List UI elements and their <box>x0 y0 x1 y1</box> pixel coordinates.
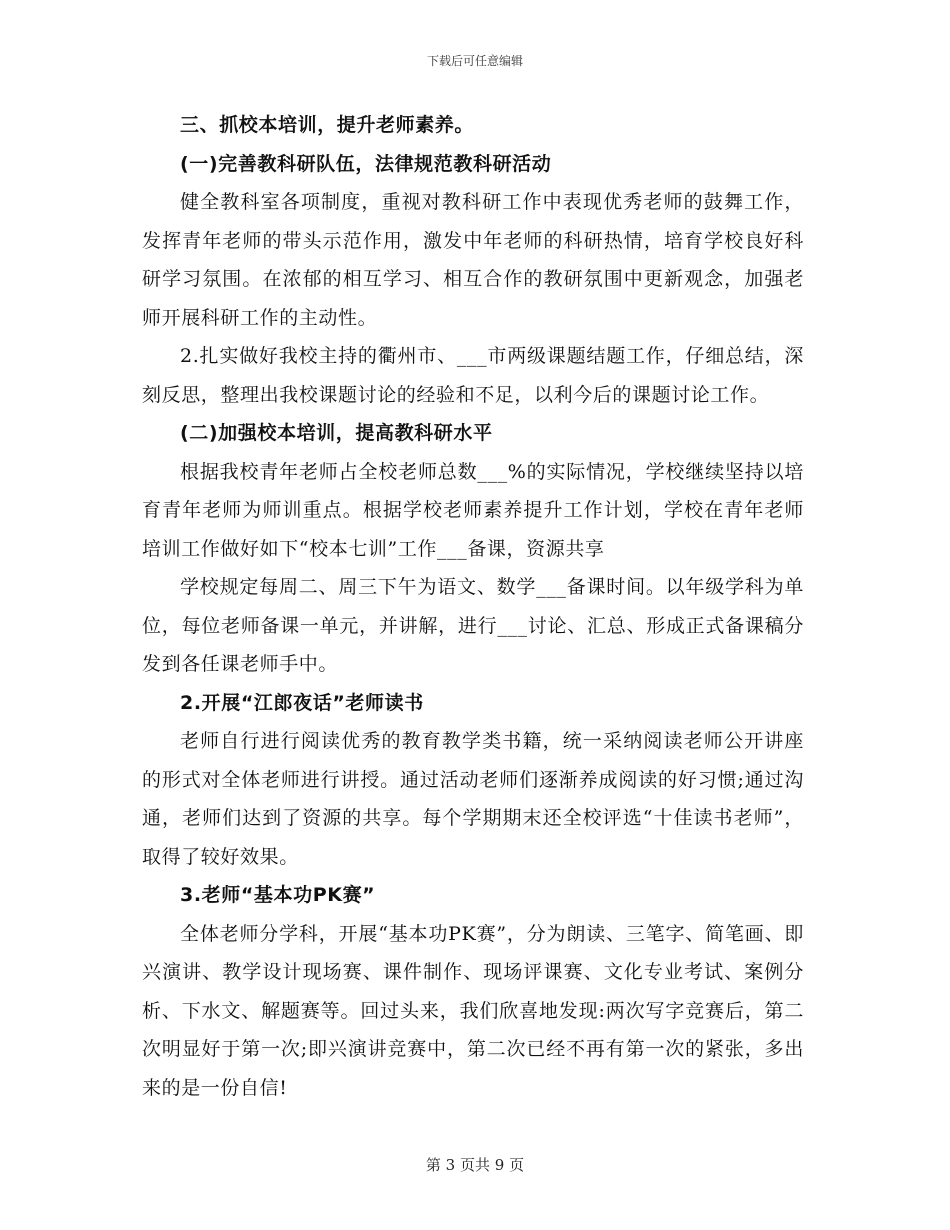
paragraph-2: 2.扎实做好我校主持的衢州市、___市两级课题结题工作，仔细总结，深刻反思，整理出我校课题讨论的经验和不足，以利今后的课题讨论工作。 <box>142 345 804 406</box>
paragraph-5: 老师自行进行阅读优秀的教育教学类书籍，统一采纳阅读老师公开讲座的形式对全体老师进行讲授。通过活动老师们逐渐养成阅读的好习惯;通过沟通，老师们达到了资源的共享。每个学期期末还全校评选“十佳读书老师”，取得了较好效果。 <box>142 730 804 868</box>
subsection-heading-1: (一)完善教科研队伍，法律规范教科研活动 <box>180 152 552 175</box>
page-header: 下载后可任意编辑 <box>426 54 523 68</box>
paragraph-3: 根据我校青年老师占全校老师总数___%的实际情况，学校继续坚持以培育青年老师为师训重点。根据学校老师素养提升工作计划，学校在青年老师培训工作做好如下“校本七训”工作___备课，资源共享 <box>142 460 804 560</box>
pk-heading: 3.老师“基本功PK赛” <box>180 884 376 906</box>
paragraph-1: 健全教科室各项制度，重视对教科研工作中表现优秀老师的鼓舞工作，发挥青年老师的带头示范作用，激发中年老师的科研热情，培育学校良好科研学习氛围。在浓郁的相互学习、相互合作的教研氛围中更新观念，加强老师开展科研工作的主动性。 <box>142 191 804 329</box>
reading-heading: 2.开展“江郎夜话”老师读书 <box>180 691 424 714</box>
page-footer: 第 3 页共 9 页 <box>425 1156 525 1174</box>
subsection-heading-2: (二)加强校本培训，提高教科研水平 <box>180 422 493 444</box>
document-body <box>142 106 804 1107</box>
paragraph-6: 全体老师分学科，开展“基本功PK赛”，分为朗读、三笔字、简笔画、即兴演讲、教学设计现场赛、课件制作、现场评课赛、文化专业考试、案例分析、下水文、解题赛等。回过头来，我们欣喜地发现:两次写字竞赛后，第二次明显好于第一次;即兴演讲竞赛中，第二次已经不再有第一次的紧张，多出来的是一份自信! <box>142 922 804 1099</box>
section-heading: 三、抓校本培训，提升老师素养。 <box>180 114 475 136</box>
paragraph-4: 学校规定每周二、周三下午为语文、数学___备课时间。以年级学科为单位，每位老师备课一单元，并讲解，进行___讨论、汇总、形成正式备课稿分发到各任课老师手中。 <box>142 576 804 675</box>
